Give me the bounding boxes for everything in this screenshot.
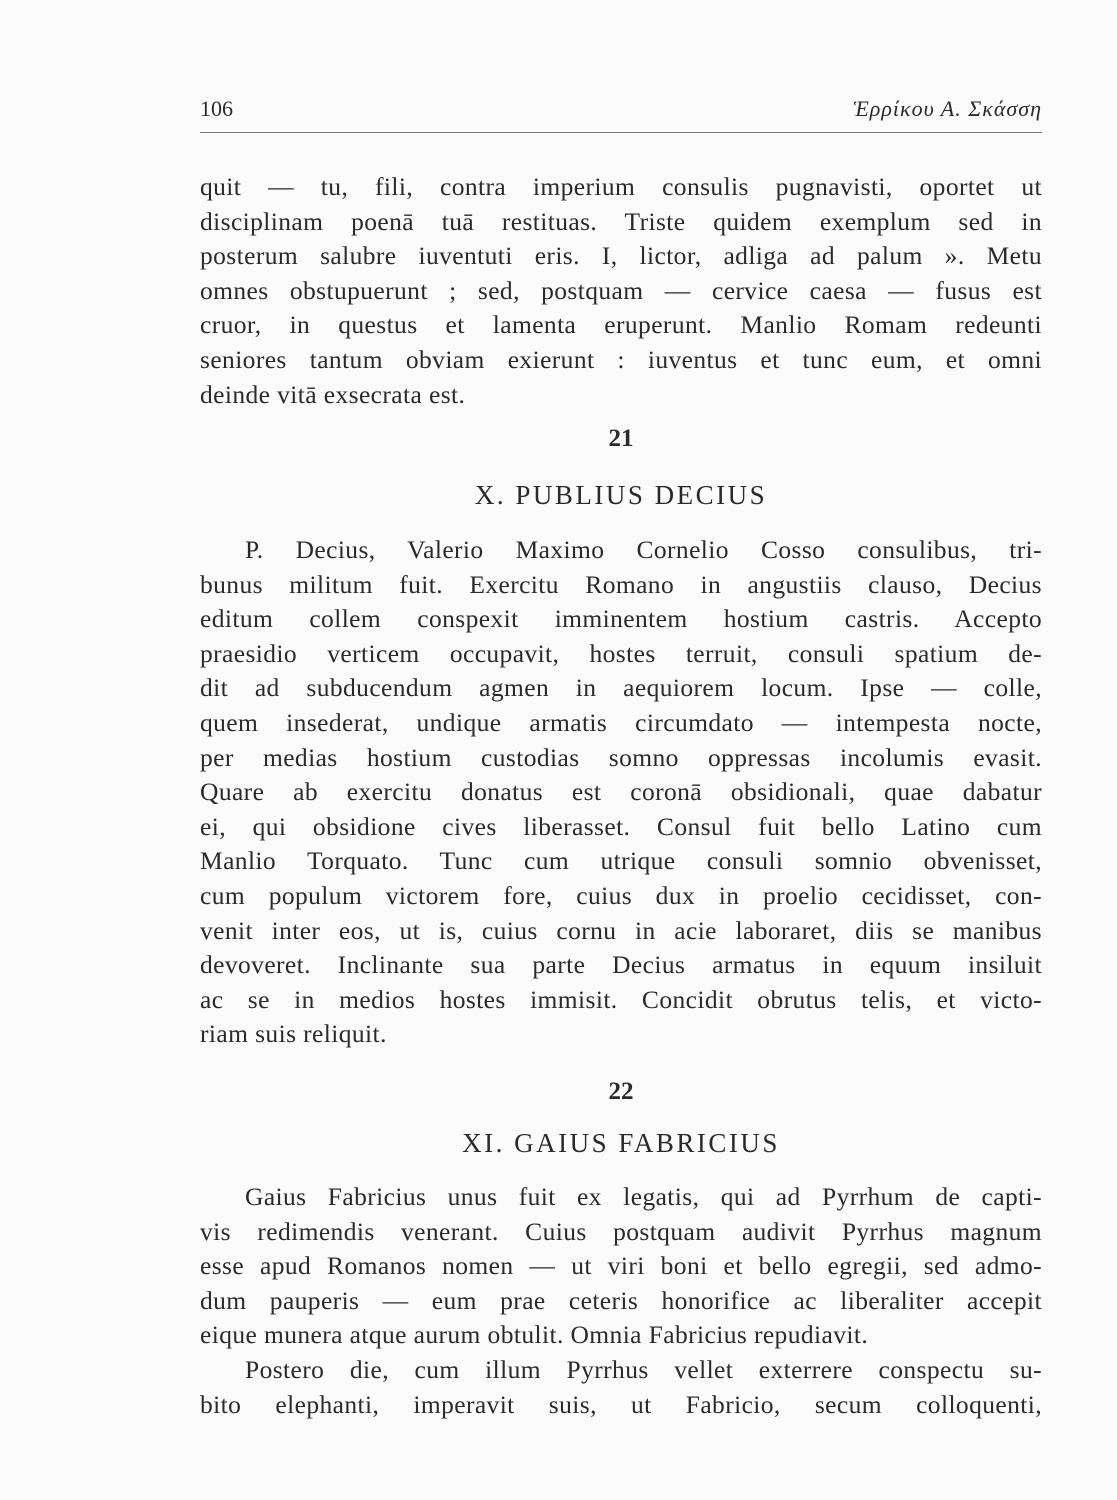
text-line: ac se in medios hostes immisit. Concidit obrutus telis, et victo- bbox=[200, 984, 1042, 1014]
section-title-publius-decius: X. PUBLIUS DECIUS bbox=[474, 480, 768, 510]
text-line: riam suis reliquit. bbox=[200, 1019, 387, 1049]
text-line: seniores tantum obviam exierunt : iuventus et tunc eum, et omni bbox=[200, 344, 1042, 374]
running-head: Ἑρρίκου Α. Σκάσση bbox=[853, 96, 1042, 121]
text-line: posterum salubre iuventuti eris. I, lictor, adliga ad palum ». Metu bbox=[200, 241, 1042, 271]
section-number-21: 21 bbox=[608, 425, 634, 452]
text-line: bito elephanti, imperavit suis, ut Fabricio, secum colloquenti, bbox=[200, 1389, 1042, 1419]
text-line: esse apud Romanos nomen — ut viri boni et bello egregii, sed admo- bbox=[200, 1251, 1042, 1281]
text-line: praesidio verticem occupavit, hostes terruit, consuli spatium de- bbox=[200, 638, 1042, 668]
text-line: quem insederat, undique armatis circumdato — intempesta nocte, bbox=[200, 707, 1042, 737]
text-line: per medias hostium custodias somno oppressas incolumis evasit. bbox=[200, 742, 1042, 772]
text-line: bunus militum fuit. Exercitu Romano in angustiis clauso, Decius bbox=[200, 569, 1042, 599]
header-rule bbox=[200, 132, 1042, 133]
text-line: quit — tu, fili, contra imperium consulis pugnavisti, oportet ut bbox=[200, 172, 1042, 201]
text-line: dit ad subducendum agmen in aequiorem locum. Ipse — colle, bbox=[200, 673, 1042, 703]
text-line: deinde vitā exsecrata est. bbox=[200, 379, 466, 409]
page-header bbox=[200, 96, 1042, 128]
text-line: editum collem conspexit imminentem hostium castris. Accepto bbox=[200, 604, 1042, 634]
text-line: venit inter eos, ut is, cuius cornu in acie laboraret, diis se manibus bbox=[200, 915, 1042, 945]
text-line: ei, qui obsidione cives liberasset. Consul fuit bello Latino cum bbox=[200, 811, 1042, 841]
text-line: disciplinam poenā tuā restituas. Triste quidem exemplum sed in bbox=[200, 206, 1042, 236]
continuation-paragraph bbox=[200, 170, 1042, 412]
text-line: cum populum victorem fore, cuius dux in proelio cecidisset, con- bbox=[200, 880, 1042, 910]
text-line: Manlio Torquato. Tunc cum utrique consuli somnio obvenisset, bbox=[200, 846, 1042, 876]
section-title-gaius-fabricius: XI. GAIUS FABRICIUS bbox=[462, 1128, 780, 1158]
text-line: vis redimendis venerant. Cuius postquam audivit Pyrrhus magnum bbox=[200, 1216, 1042, 1246]
text-line: cruor, in questus et lamenta eruperunt. Manlio Romam redeunti bbox=[200, 310, 1042, 340]
section-number-22: 22 bbox=[608, 1078, 634, 1105]
text-line: devoveret. Inclinante sua parte Decius armatus in equum insiluit bbox=[200, 950, 1042, 980]
section-22-paragraph bbox=[200, 1180, 1042, 1422]
text-line: omnes obstupuerunt ; sed, postquam — cervice caesa — fusus est bbox=[200, 275, 1042, 305]
text-line: dum pauperis — eum prae ceteris honorifice ac liberaliter accepit bbox=[200, 1285, 1042, 1315]
text-line: eique munera atque aurum obtulit. Omnia Fabricius repudiavit. bbox=[200, 1320, 869, 1350]
page-number: 106 bbox=[200, 96, 233, 121]
text-line: Gaius Fabricius unus fuit ex legatis, qui ad Pyrrhum de capti- bbox=[245, 1182, 1042, 1211]
text-line: Quare ab exercitu donatus est coronā obsidionali, quae dabatur bbox=[200, 777, 1042, 807]
text-line: Postero die, cum illum Pyrrhus vellet exterrere conspectu su- bbox=[245, 1354, 1042, 1384]
section-21-paragraph bbox=[200, 533, 1042, 1052]
text-line: P. Decius, Valerio Maximo Cornelio Cosso consulibus, tri- bbox=[245, 535, 1042, 564]
